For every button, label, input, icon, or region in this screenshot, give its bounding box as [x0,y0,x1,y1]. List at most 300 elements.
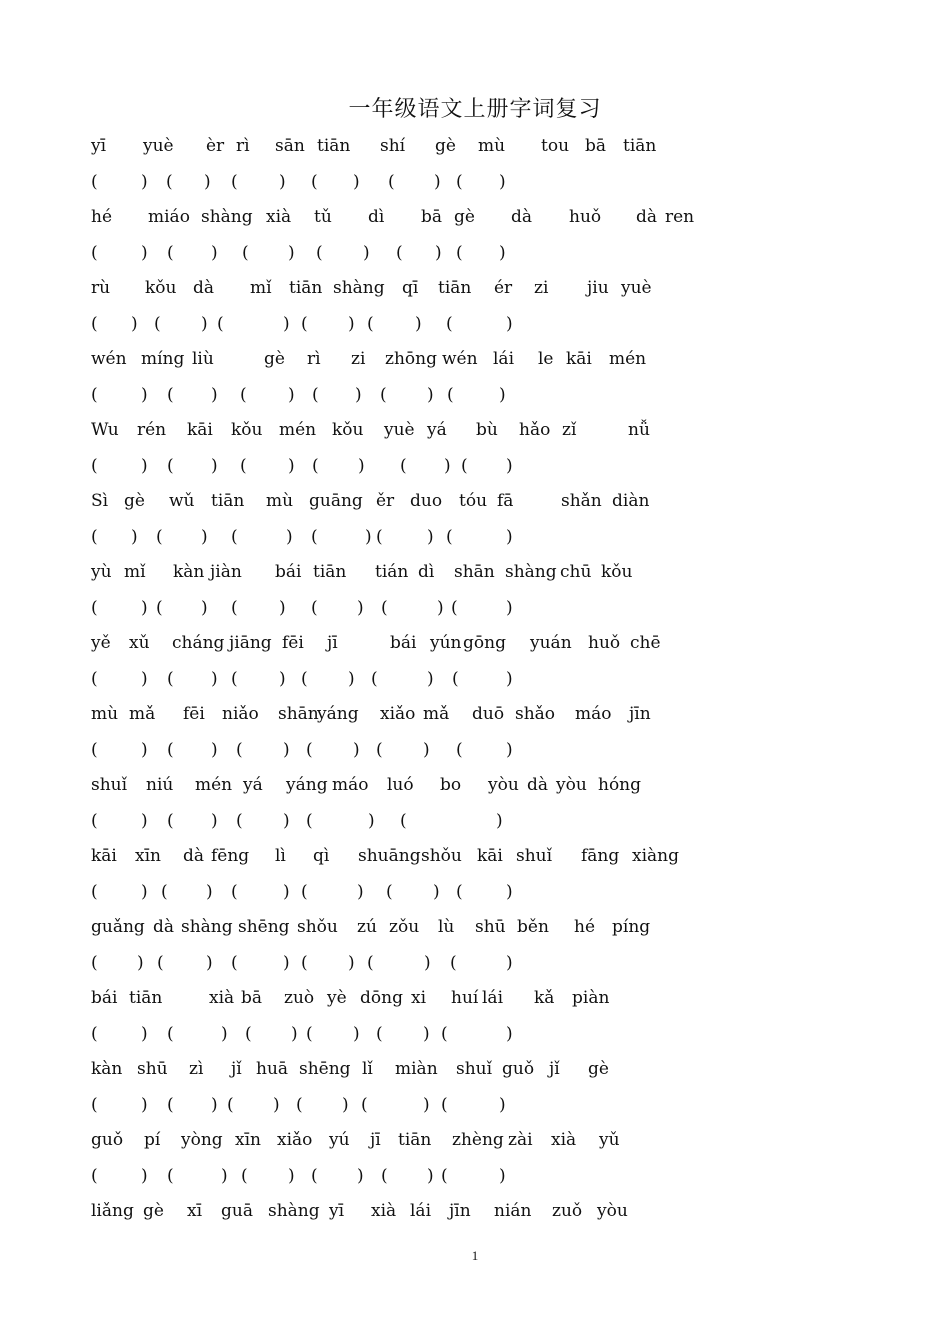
blank-open-paren: ( [161,882,168,902]
blank-close-paren: ) [141,669,148,689]
pinyin-syllable: tián [375,562,409,582]
blank-close-paren: ) [279,172,286,192]
blank-close-paren: ) [288,385,295,405]
blank-open-paren: ( [381,598,388,618]
blank-close-paren: ) [206,882,213,902]
blank-close-paren: ) [499,1095,506,1115]
blank-close-paren: ) [141,456,148,476]
blank-close-paren: ) [283,314,290,334]
pinyin-syllable: pí [144,1130,161,1150]
pinyin-syllable: lái [482,988,504,1008]
blank-close-paren: ) [506,314,513,334]
blank-open-paren: ( [311,172,318,192]
blank-close-paren: ) [141,1024,148,1044]
pinyin-syllable: yá [427,420,447,440]
pinyin-syllable: jiu [587,278,609,298]
pinyin-syllable: zuò [284,988,315,1008]
pinyin-syllable: miáo [148,207,190,227]
blank-open-paren: ( [167,1095,174,1115]
pinyin-syllable: shàng [181,917,233,937]
pinyin-syllable: yī [91,136,107,156]
blank-open-paren: ( [91,598,98,618]
blank-open-paren: ( [91,669,98,689]
blank-close-paren: ) [348,669,355,689]
pinyin-syllable: tiān [289,278,323,298]
pinyin-syllable: qì [313,846,330,866]
blank-open-paren: ( [301,669,308,689]
blank-close-paren: ) [141,243,148,263]
pinyin-syllable: lái [493,349,515,369]
blank-open-paren: ( [167,385,174,405]
pinyin-syllable: sān [275,136,305,156]
pinyin-syllable: zhèng [452,1130,504,1150]
pinyin-syllable: tǔ [314,207,332,227]
blank-open-paren: ( [367,314,374,334]
pinyin-syllable: yǔ [599,1130,620,1150]
pinyin-syllable: zú [357,917,377,937]
pinyin-syllable: gè [588,1059,609,1079]
blank-open-paren: ( [91,456,98,476]
pinyin-syllable: bo [440,775,462,795]
blank-open-paren: ( [167,669,174,689]
pinyin-syllable: guǒ [91,1130,124,1150]
pinyin-syllable: shǎn [561,491,602,511]
pinyin-syllable: běn [517,917,549,937]
blank-open-paren: ( [217,314,224,334]
blank-open-paren: ( [91,314,98,334]
blank-close-paren: ) [506,953,513,973]
pinyin-syllable: jīn [629,704,651,724]
blank-close-paren: ) [221,1024,228,1044]
blank-open-paren: ( [91,882,98,902]
blank-close-paren: ) [353,740,360,760]
pinyin-syllable: kāi [477,846,503,866]
pinyin-syllable: fēng [211,846,250,866]
pinyin-syllable: huǒ [569,207,602,227]
pinyin-syllable: qī [402,278,419,298]
blank-close-paren: ) [211,669,218,689]
pinyin-syllable: xi [411,988,427,1008]
pinyin-syllable: xià [551,1130,577,1150]
blank-close-paren: ) [211,811,218,831]
pinyin-syllable: yá [243,775,263,795]
blank-open-paren: ( [167,811,174,831]
blank-open-paren: ( [241,1166,248,1186]
blank-open-paren: ( [236,811,243,831]
blank-open-paren: ( [301,314,308,334]
blank-open-paren: ( [231,527,238,547]
blank-open-paren: ( [154,314,161,334]
blank-close-paren: ) [499,172,506,192]
blank-close-paren: ) [427,385,434,405]
pinyin-syllable: zǐ [562,420,577,440]
blank-close-paren: ) [506,669,513,689]
pinyin-syllable: lì [275,846,286,866]
pinyin-syllable: hé [91,207,113,227]
pinyin-syllable: fēi [282,633,304,653]
pinyin-syllable: guǎng [91,917,145,937]
blank-close-paren: ) [357,882,364,902]
blank-open-paren: ( [91,1024,98,1044]
pinyin-syllable: ěr [376,491,395,511]
blank-close-paren: ) [141,740,148,760]
pinyin-syllable: xīn [135,846,161,866]
pinyin-syllable: shān [278,704,319,724]
blank-close-paren: ) [357,1166,364,1186]
pinyin-syllable: shàng [268,1201,320,1221]
pinyin-syllable: guǒ [502,1059,535,1079]
pinyin-syllable: diàn [612,491,650,511]
pinyin-syllable: xīn [235,1130,261,1150]
pinyin-syllable: mén [195,775,233,795]
pinyin-syllable: mù [91,704,119,724]
pinyin-syllable: liù [192,349,214,369]
blank-open-paren: ( [361,1095,368,1115]
pinyin-syllable: piàn [572,988,610,1008]
pinyin-syllable: yú [329,1130,350,1150]
pinyin-syllable: zi [351,349,366,369]
blank-open-paren: ( [311,1166,318,1186]
blank-open-paren: ( [296,1095,303,1115]
pinyin-syllable: shǒu [297,917,338,937]
blank-close-paren: ) [211,243,218,263]
pinyin-syllable: shí [380,136,406,156]
pinyin-syllable: kǎ [534,988,555,1008]
pinyin-syllable: ren [665,207,695,227]
blank-close-paren: ) [288,456,295,476]
pinyin-syllable: shàng [333,278,385,298]
blank-close-paren: ) [427,527,434,547]
pinyin-syllable: wén [442,349,478,369]
pinyin-syllable: huā [256,1059,289,1079]
blank-open-paren: ( [376,527,383,547]
pinyin-syllable: bái [390,633,417,653]
blank-open-paren: ( [306,740,313,760]
pinyin-syllable: shàng [201,207,253,227]
blank-close-paren: ) [433,882,440,902]
pinyin-syllable: niú [146,775,174,795]
pinyin-syllable: shuāng [358,846,421,866]
pinyin-syllable: bā [421,207,443,227]
pinyin-syllable: lù [438,917,455,937]
pinyin-syllable: jī [370,1130,381,1150]
blank-close-paren: ) [353,172,360,192]
blank-open-paren: ( [311,598,318,618]
blank-close-paren: ) [415,314,422,334]
pinyin-syllable: mǐ [250,278,272,298]
pinyin-syllable: mǎ [423,704,450,724]
pinyin-syllable: dì [418,562,435,582]
pinyin-syllable: gè [454,207,475,227]
blank-open-paren: ( [306,811,313,831]
blank-open-paren: ( [452,669,459,689]
pinyin-syllable: gōng [463,633,506,653]
pinyin-syllable: xǔ [129,633,150,653]
blank-close-paren: ) [423,1095,430,1115]
pinyin-syllable: xià [266,207,292,227]
pinyin-syllable: shǒu [421,846,462,866]
pinyin-syllable: zi [534,278,549,298]
blank-close-paren: ) [211,385,218,405]
blank-close-paren: ) [368,811,375,831]
blank-open-paren: ( [301,953,308,973]
blank-open-paren: ( [240,456,247,476]
pinyin-syllable: shēng [299,1059,351,1079]
blank-close-paren: ) [141,1095,148,1115]
blank-open-paren: ( [157,953,164,973]
blank-open-paren: ( [166,172,173,192]
pinyin-syllable: fā [497,491,514,511]
blank-open-paren: ( [456,740,463,760]
blank-close-paren: ) [211,1095,218,1115]
pinyin-syllable: yī [329,1201,345,1221]
pinyin-syllable: tou [541,136,570,156]
pinyin-syllable: bái [91,988,118,1008]
pinyin-syllable: tiān [313,562,347,582]
pinyin-syllable: nián [494,1201,532,1221]
blank-open-paren: ( [456,882,463,902]
pinyin-syllable: yòng [181,1130,223,1150]
blank-close-paren: ) [506,527,513,547]
pinyin-syllable: wǔ [169,491,195,511]
blank-open-paren: ( [306,1024,313,1044]
pinyin-syllable: rì [236,136,250,156]
pinyin-syllable: gè [124,491,145,511]
pinyin-syllable: tiān [438,278,472,298]
blank-close-paren: ) [211,456,218,476]
blank-close-paren: ) [273,1095,280,1115]
blank-close-paren: ) [342,1095,349,1115]
blank-close-paren: ) [506,456,513,476]
blank-open-paren: ( [167,740,174,760]
pinyin-syllable: duō [472,704,505,724]
pinyin-syllable: dōng [360,988,403,1008]
blank-open-paren: ( [167,456,174,476]
blank-close-paren: ) [221,1166,228,1186]
blank-open-paren: ( [441,1024,448,1044]
pinyin-syllable: dì [368,207,385,227]
blank-open-paren: ( [446,314,453,334]
pinyin-syllable: píng [612,917,651,937]
blank-open-paren: ( [242,243,249,263]
blank-open-paren: ( [231,598,238,618]
pinyin-syllable: rì [307,349,321,369]
pinyin-syllable: dà [183,846,205,866]
blank-close-paren: ) [204,172,211,192]
pinyin-syllable: kàn [91,1059,123,1079]
pinyin-syllable: tiān [623,136,657,156]
pinyin-syllable: luó [387,775,414,795]
pinyin-syllable: rù [91,278,111,298]
pinyin-syllable: jǐ [231,1059,242,1079]
pinyin-syllable: shū [137,1059,168,1079]
blank-close-paren: ) [288,243,295,263]
blank-open-paren: ( [245,1024,252,1044]
blank-close-paren: ) [427,669,434,689]
pinyin-syllable: mù [478,136,506,156]
blank-open-paren: ( [231,953,238,973]
blank-close-paren: ) [131,527,138,547]
pinyin-syllable: mén [279,420,317,440]
pinyin-syllable: kāi [566,349,592,369]
blank-open-paren: ( [231,669,238,689]
pinyin-syllable: nǚ [628,420,650,440]
blank-open-paren: ( [386,882,393,902]
pinyin-syllable: kǒu [332,420,364,440]
pinyin-syllable: jīn [449,1201,471,1221]
pinyin-syllable: yuán [530,633,572,653]
pinyin-syllable: xiǎo [277,1130,313,1150]
pinyin-syllable: kǒu [145,278,177,298]
blank-open-paren: ( [91,740,98,760]
blank-close-paren: ) [423,740,430,760]
pinyin-syllable: jiāng [229,633,272,653]
blank-close-paren: ) [141,811,148,831]
blank-close-paren: ) [211,740,218,760]
blank-close-paren: ) [283,740,290,760]
blank-open-paren: ( [312,385,319,405]
blank-close-paren: ) [141,385,148,405]
blank-open-paren: ( [91,1166,98,1186]
blank-close-paren: ) [499,1166,506,1186]
pinyin-syllable: kāi [187,420,213,440]
blank-close-paren: ) [499,243,506,263]
blank-close-paren: ) [363,243,370,263]
pinyin-syllable: duo [410,491,443,511]
blank-open-paren: ( [446,527,453,547]
blank-close-paren: ) [437,598,444,618]
blank-close-paren: ) [499,385,506,405]
blank-open-paren: ( [450,953,457,973]
blank-close-paren: ) [291,1024,298,1044]
blank-open-paren: ( [400,456,407,476]
blank-close-paren: ) [283,811,290,831]
pinyin-syllable: xiàng [632,846,679,866]
blank-open-paren: ( [371,669,378,689]
blank-close-paren: ) [358,456,365,476]
pinyin-syllable: niǎo [222,704,259,724]
pinyin-syllable: jǐ [549,1059,560,1079]
pinyin-syllable: shǎo [515,704,556,724]
blank-close-paren: ) [288,1166,295,1186]
blank-close-paren: ) [506,740,513,760]
pinyin-syllable: zì [189,1059,204,1079]
pinyin-syllable: shū [475,917,506,937]
pinyin-syllable: huǒ [588,633,621,653]
blank-close-paren: ) [353,1024,360,1044]
blank-open-paren: ( [456,172,463,192]
blank-open-paren: ( [231,172,238,192]
pinyin-syllable: zuǒ [552,1201,583,1221]
blank-open-paren: ( [91,243,98,263]
blank-close-paren: ) [206,953,213,973]
pinyin-syllable: Sì [91,491,109,511]
blank-open-paren: ( [376,1024,383,1044]
blank-close-paren: ) [279,669,286,689]
pinyin-syllable: lǐ [362,1059,373,1079]
blank-open-paren: ( [167,1024,174,1044]
blank-open-paren: ( [301,882,308,902]
pinyin-syllable: xiǎo [380,704,416,724]
blank-close-paren: ) [348,314,355,334]
blank-open-paren: ( [312,456,319,476]
pinyin-syllable: xī [187,1201,203,1221]
pinyin-syllable: miàn [395,1059,438,1079]
pinyin-syllable: dà [153,917,175,937]
blank-open-paren: ( [156,598,163,618]
pinyin-syllable: zǒu [389,917,420,937]
blank-close-paren: ) [357,598,364,618]
pinyin-syllable: zài [508,1130,533,1150]
pinyin-syllable: mén [609,349,647,369]
pinyin-syllable: yuè [384,420,415,440]
pinyin-syllable: mǎ [129,704,156,724]
pinyin-syllable: Wu [91,420,119,440]
pinyin-syllable: le [538,349,554,369]
blank-open-paren: ( [91,1095,98,1115]
blank-open-paren: ( [311,527,318,547]
pinyin-syllable: yáng [286,775,328,795]
pinyin-syllable: tiān [211,491,245,511]
blank-close-paren: ) [506,598,513,618]
pinyin-syllable: kǒu [601,562,633,582]
blank-close-paren: ) [201,527,208,547]
pinyin-syllable: rén [137,420,167,440]
blank-close-paren: ) [201,598,208,618]
blank-open-paren: ( [381,1166,388,1186]
blank-close-paren: ) [365,527,372,547]
pinyin-syllable: bā [241,988,263,1008]
pinyin-syllable: huí [451,988,479,1008]
pinyin-syllable: yù [91,562,112,582]
pinyin-syllable: máo [332,775,369,795]
pinyin-syllable: jī [327,633,338,653]
pinyin-syllable: tóu [459,491,488,511]
pinyin-syllable: shuǐ [516,846,553,866]
pinyin-syllable: jiàn [210,562,242,582]
blank-close-paren: ) [506,882,513,902]
pinyin-syllable: bái [275,562,302,582]
pinyin-syllable: yáng [317,704,359,724]
blank-open-paren: ( [236,740,243,760]
blank-close-paren: ) [283,882,290,902]
pinyin-syllable: mǐ [124,562,146,582]
pinyin-syllable: guāng [309,491,363,511]
blank-close-paren: ) [286,527,293,547]
blank-close-paren: ) [506,1024,513,1044]
pinyin-syllable: yòu [488,775,519,795]
blank-close-paren: ) [137,953,144,973]
blank-close-paren: ) [355,385,362,405]
blank-close-paren: ) [279,598,286,618]
blank-open-paren: ( [461,456,468,476]
pinyin-syllable: fāng [581,846,620,866]
pinyin-syllable: kàn [173,562,205,582]
blank-open-paren: ( [91,172,98,192]
blank-close-paren: ) [141,882,148,902]
pinyin-syllable: yuè [621,278,652,298]
blank-close-paren: ) [434,172,441,192]
pinyin-syllable: bù [476,420,498,440]
pinyin-syllable: cháng [172,633,225,653]
blank-open-paren: ( [388,172,395,192]
pinyin-syllable: yòu [556,775,587,795]
pinyin-syllable: dà [527,775,549,795]
blank-close-paren: ) [283,953,290,973]
blank-close-paren: ) [435,243,442,263]
blank-open-paren: ( [227,1095,234,1115]
blank-open-paren: ( [400,811,407,831]
